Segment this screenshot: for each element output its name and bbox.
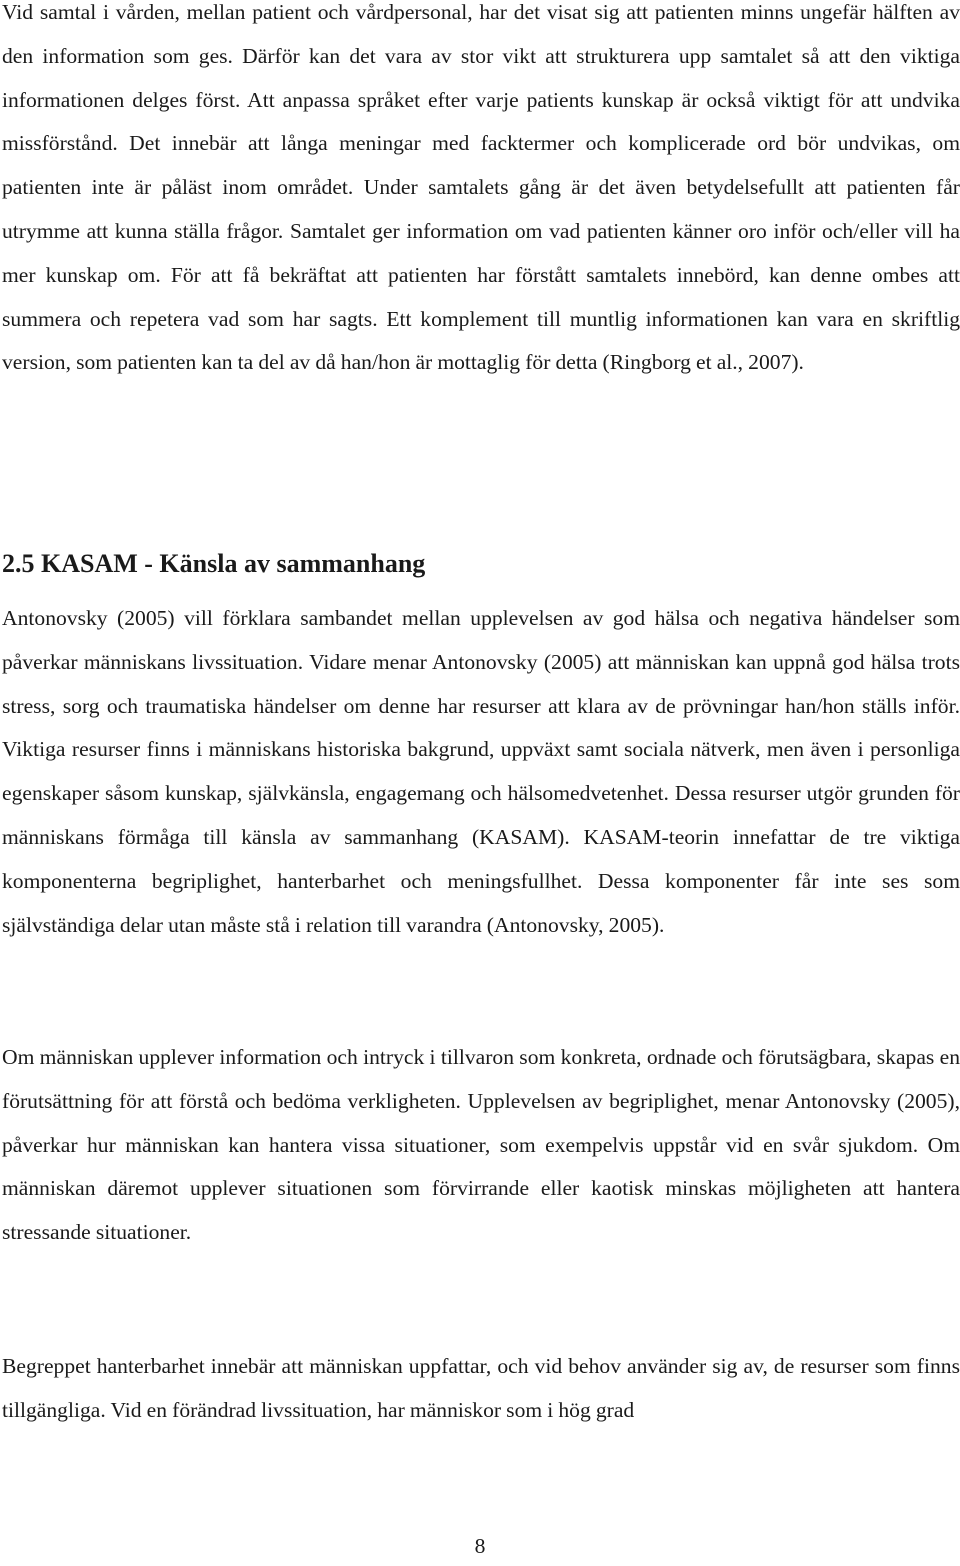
paragraph-intro: Vid samtal i vården, mellan patient och vårdpersonal, har det visat sig att patienten minns ungefär hälften av den information som ges. Därför kan det vara av stor vikt att strukturera upp samtalet så att den viktiga informationen delges först. Att anpassa språket efter varje patients kunskap är också viktigt för att undvika missförstånd. Det innebär att långa meningar med facktermer och komplicerade ord bör undvikas, om patienten inte är påläst inom området. Under samtalets gång är det även betydelsefullt att patienten får utrymme att kunna ställa frågor. Samtalet ger information om vad patienten känner oro inför och/eller vill ha mer kunskap om. För att få bekräftat att patienten har förstått samtalets innebörd, kan denne ombes att summera och repetera vad som har sagts. Ett komplement till muntlig informationen kan vara en skriftlig version, som patienten kan ta del av då han/hon är mottaglig för detta (Ringborg et al., 2007).: [2, 0, 960, 375]
paragraph-begriplighet: Om människan upplever information och intryck i tillvaron som konkreta, ordnade och förutsägbara, skapas en förutsättning för att förstå och bedöma verkligheten. Upplevelsen av begriplighet, menar Antonovsky (2005), påverkar hur människan kan hantera vissa situationer, som exempelvis uppstår vid en svår sjukdom. Om människan däremot upplever situationen som förvirrande eller kaotisk minskas möjligheten att hantera stressande situationer.: [2, 1045, 960, 1245]
section-heading: 2.5 KASAM - Känsla av sammanhang: [2, 549, 426, 578]
paragraph-antonovsky: Antonovsky (2005) vill förklara sambandet mellan upplevelsen av god hälsa och negativa händelser som påverkar människans livssituation. Vidare menar Antonovsky (2005) att människan kan uppnå god hälsa trots stress, sorg och traumatiska händelser om denne har resurser att klara av de prövningar han/hon ställs inför. Viktiga resurser finns i människans historiska bakgrund, uppväxt samt sociala nätverk, men även i personliga egenskaper såsom kunskap, självkänsla, engagemang och hälsomedvetenhet. Dessa resurser utgör grunden för människans förmåga till känsla av sammanhang (KASAM). KASAM-teorin innefattar de tre viktiga komponenterna begriplighet, hanterbarhet och meningsfullhet. Dessa komponenter får inte ses som självständiga delar utan måste stå i relation till varandra (Antonovsky, 2005).: [2, 606, 960, 937]
paragraph-hanterbarhet: Begreppet hanterbarhet innebär att människan uppfattar, och vid behov använder sig av, de resurser som finns tillgängliga. Vid en förändrad livssituation, har människor som i hög grad: [2, 1354, 960, 1422]
page-number: 8: [474, 1534, 486, 1558]
